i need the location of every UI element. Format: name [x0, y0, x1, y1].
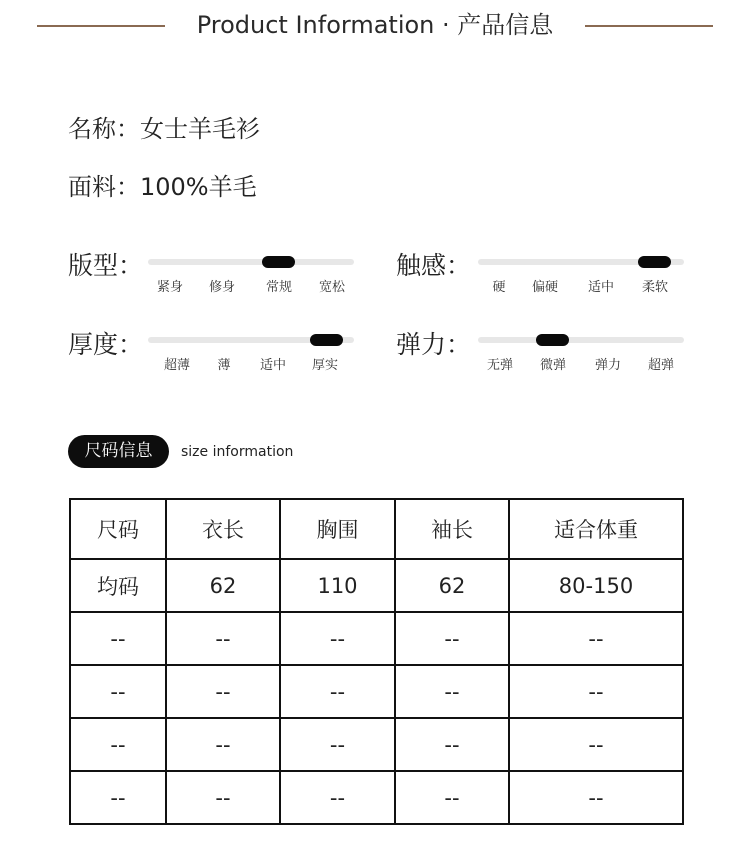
- attribute-option: 紧身: [156, 280, 183, 295]
- table-header-cell: 尺码: [70, 499, 166, 559]
- table-cell: --: [509, 718, 683, 771]
- table-cell: 62: [166, 559, 280, 612]
- table-cell: --: [166, 665, 280, 718]
- table-cell: --: [70, 771, 166, 824]
- table-header-cell: 胸围: [280, 499, 395, 559]
- attribute-label: 厚度：: [68, 330, 144, 359]
- attribute-option: 适中: [587, 280, 614, 295]
- table-cell: --: [70, 665, 166, 718]
- attribute-indicator: [638, 256, 671, 268]
- attribute-option: 硬: [492, 280, 506, 295]
- table-cell: --: [509, 771, 683, 824]
- attribute-label: 触感：: [396, 251, 472, 280]
- attribute-option: 弹力: [594, 358, 621, 373]
- table-cell: --: [395, 612, 509, 665]
- header-line-right: [585, 25, 713, 27]
- table-cell: --: [280, 718, 395, 771]
- attribute-option: 超弹: [647, 358, 674, 373]
- table-cell: --: [70, 718, 166, 771]
- table-cell: --: [509, 665, 683, 718]
- table-cell: --: [70, 612, 166, 665]
- table-row: [70, 718, 683, 771]
- size-table: [69, 498, 684, 825]
- table-row: [70, 665, 683, 718]
- table-cell: --: [509, 612, 683, 665]
- table-cell: 均码: [70, 559, 166, 612]
- table-cell: 80-150: [509, 559, 683, 612]
- attribute-option: 薄: [217, 358, 231, 373]
- table-row: [70, 612, 683, 665]
- table-cell: --: [395, 718, 509, 771]
- attribute-indicator: [310, 334, 343, 346]
- size-info-badge: 尺码信息: [68, 435, 169, 468]
- section-title: Product Information · 产品信息: [196, 11, 554, 39]
- header-line-left: [37, 25, 165, 27]
- attribute-option: 厚实: [311, 358, 338, 373]
- attribute-track: [148, 259, 354, 265]
- table-cell: --: [395, 771, 509, 824]
- table-header-cell: 衣长: [166, 499, 280, 559]
- table-row: [70, 771, 683, 824]
- product-name: 名称：女士羊毛衫: [68, 115, 260, 143]
- table-header-cell: 袖长: [395, 499, 509, 559]
- table-cell: 62: [395, 559, 509, 612]
- attribute-option: 适中: [259, 358, 286, 373]
- table-cell: --: [280, 665, 395, 718]
- attribute-option: 宽松: [318, 280, 345, 295]
- table-cell: --: [280, 771, 395, 824]
- product-fabric: 面料：100%羊毛: [68, 173, 257, 201]
- size-info-subtitle: size information: [181, 444, 294, 460]
- table-row: [70, 559, 683, 612]
- attribute-option: 偏硬: [531, 280, 558, 295]
- table-cell: --: [395, 665, 509, 718]
- table-cell: 110: [280, 559, 395, 612]
- attribute-indicator: [536, 334, 569, 346]
- table-cell: --: [166, 771, 280, 824]
- table-cell: --: [166, 718, 280, 771]
- attribute-indicator: [262, 256, 295, 268]
- attribute-option: 无弹: [486, 358, 513, 373]
- attribute-option: 常规: [265, 280, 292, 295]
- attribute-option: 微弹: [539, 358, 566, 373]
- attribute-track: [478, 337, 684, 343]
- table-cell: --: [280, 612, 395, 665]
- table-header-cell: 适合体重: [509, 499, 683, 559]
- attribute-option: 修身: [208, 280, 235, 295]
- attribute-label: 版型：: [68, 251, 144, 280]
- table-header-row: [70, 499, 683, 559]
- attribute-option: 柔软: [641, 280, 668, 295]
- attribute-option: 超薄: [163, 358, 190, 373]
- attribute-label: 弹力：: [396, 330, 472, 359]
- table-cell: --: [166, 612, 280, 665]
